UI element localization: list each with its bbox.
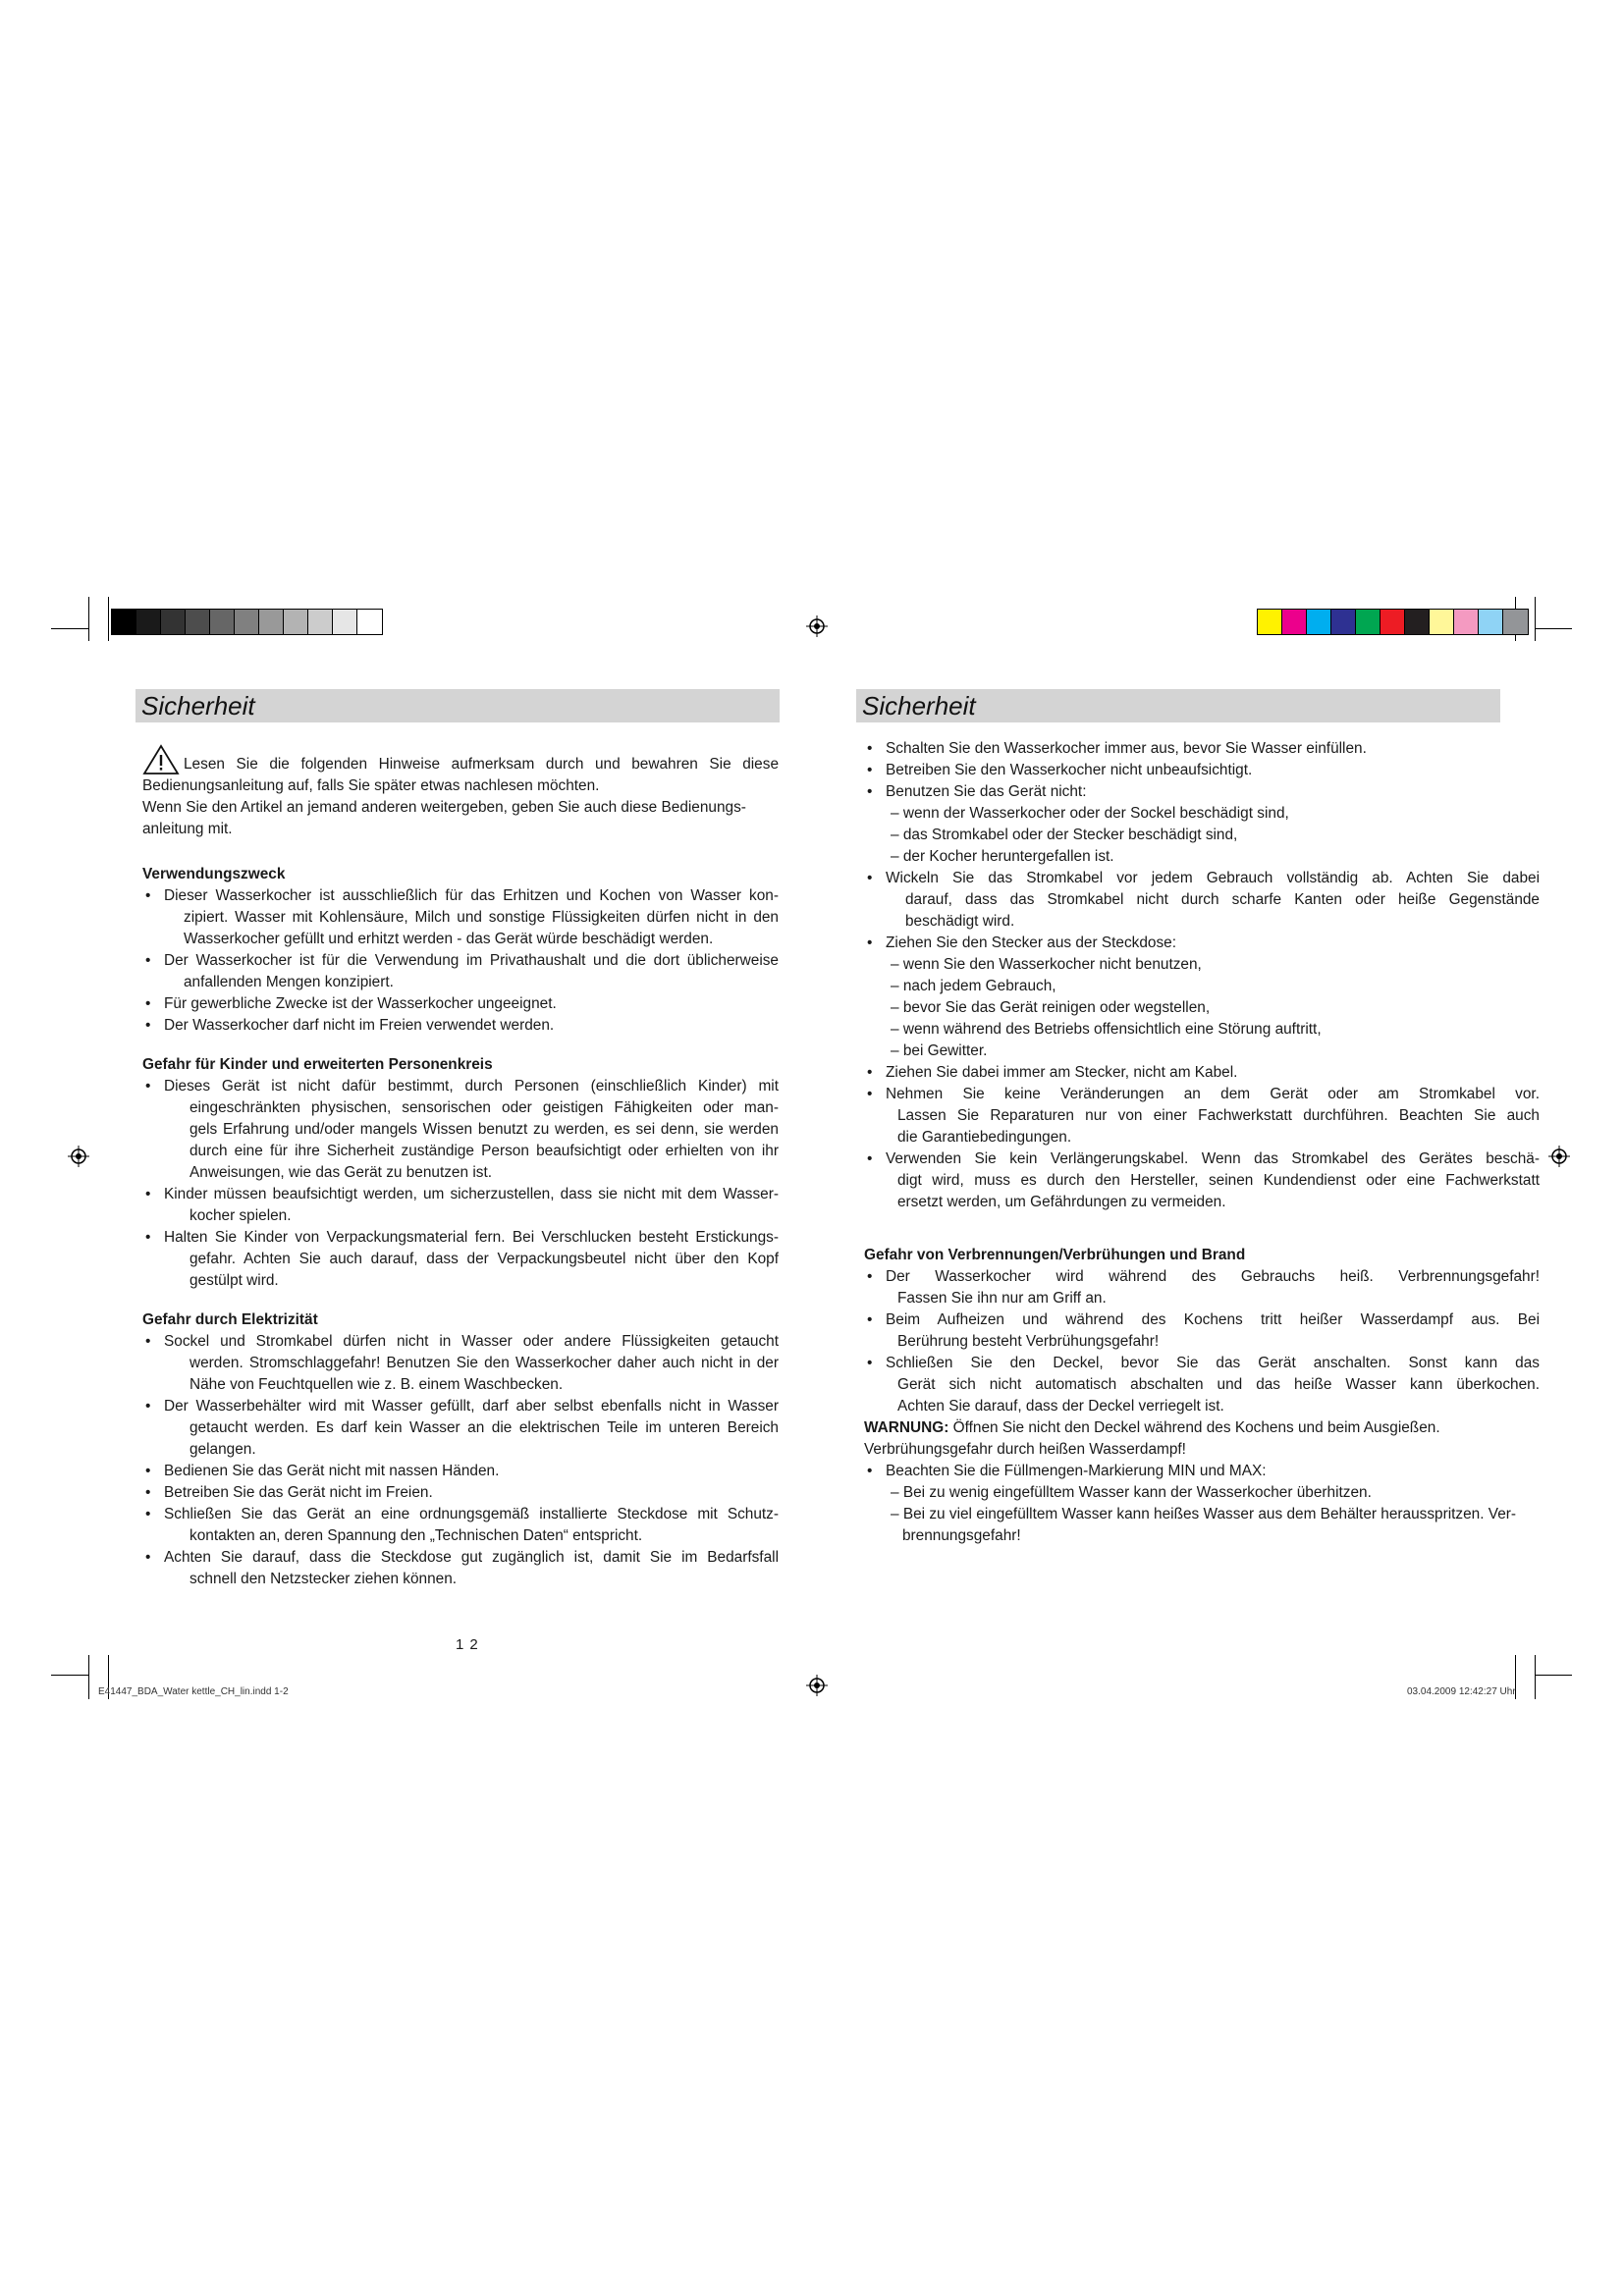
list-item-line: kontakten an, deren Spannung den „Technischen Daten“ entspricht.	[189, 1527, 643, 1544]
list-item-line: digt wird, muss es durch den Hersteller, seinen Kundendienst oder eine Fachwerkstatt	[897, 1172, 1540, 1189]
footer-datetime: 03.04.2009 12:42:27 Uhr	[1407, 1686, 1516, 1697]
color-swatch	[112, 610, 136, 634]
list-item	[142, 1461, 779, 1482]
list-item-line: • Der Wasserkocher ist für die Verwendung im Privathaushalt und die dort üblicherweise	[164, 952, 779, 969]
registration-mark-icon	[68, 1146, 89, 1167]
sublist-b	[864, 954, 1540, 1062]
left-column	[142, 754, 779, 1590]
grayscale-bar	[111, 609, 383, 635]
list-item	[864, 1266, 1540, 1309]
intro-text-2: Bedienungsanleitung auf, falls Sie später etwas nachlesen möchten.	[142, 777, 600, 794]
list-item-line: • Kinder müssen beaufsichtigt werden, um sicherzustellen, dass sie nicht mit dem Wasser-	[164, 1186, 779, 1202]
list-item	[864, 933, 1540, 954]
list-item-line: Wasserkocher gefüllt und erhitzt werden - das Gerät würde beschädigt werden.	[184, 931, 714, 947]
registration-mark-icon	[1548, 1146, 1570, 1167]
list-item-line: eingeschränkten physischen, sensorischen oder geistigen Fähigkeiten oder man-	[189, 1099, 779, 1116]
sublist-a	[864, 803, 1540, 868]
list-item-line: zipiert. Wasser mit Kohlensäure, Milch und sonstige Flüssigkeiten dürfen nicht in den	[184, 909, 779, 926]
list-item-line: • Betreiben Sie den Wasserkocher nicht unbeaufsichtigt.	[886, 762, 1253, 778]
list-item-line: beschädigt wird.	[905, 913, 1015, 930]
list-item-line: gelangen.	[189, 1441, 256, 1458]
list-item	[864, 1353, 1540, 1417]
list-item-line: • Schließen Sie das Gerät an eine ordnungsgemäß installierte Steckdose mit Schutz-	[164, 1506, 779, 1522]
color-swatch	[1479, 610, 1503, 634]
color-swatch	[210, 610, 235, 634]
sublist-item	[891, 1482, 1540, 1504]
registration-mark-icon	[806, 1675, 828, 1696]
left-section-title: Sicherheit	[141, 691, 255, 721]
list-item-line: gels Erfahrung und/oder mangels Wissen benutzt zu werden, es sei denn, sie werden	[189, 1121, 779, 1138]
color-swatch	[284, 610, 308, 634]
list-item-line: gefahr. Achten Sie auch darauf, dass der Verpackungsbeutel nicht über den Kopf	[189, 1251, 779, 1267]
list-item	[142, 950, 779, 993]
list-item-line: Achten Sie darauf, dass der Deckel verriegelt ist.	[897, 1398, 1224, 1415]
list-item-line: • Verwenden Sie kein Verlängerungskabel. Wenn das Stromkabel des Gerätes beschä-	[886, 1150, 1540, 1167]
list-item	[864, 868, 1540, 933]
list-general-c	[864, 1062, 1540, 1213]
sublist-item-line: – Bei zu wenig eingefülltem Wasser kann der Wasserkocher überhitzen.	[891, 1484, 1372, 1501]
list-item-line: anfallenden Mengen konzipiert.	[184, 974, 394, 990]
list-item-line: die Garantiebedingungen.	[897, 1129, 1072, 1146]
list-burns	[864, 1266, 1540, 1417]
color-swatch	[1356, 610, 1380, 634]
sublist-item: – das Stromkabel oder der Stecker beschädigt sind,	[891, 827, 1238, 843]
right-section-header	[856, 689, 1500, 722]
list-item	[864, 1062, 1540, 1084]
list-item	[142, 1482, 779, 1504]
color-swatch	[1454, 610, 1479, 634]
list-item-line: • Betreiben Sie das Gerät nicht im Freien.	[164, 1484, 433, 1501]
list-item-line: Nähe von Feuchtquellen wie z. B. einem Waschbecken.	[189, 1376, 564, 1393]
list-item-line: • Der Wasserkocher darf nicht im Freien verwendet werden.	[164, 1017, 555, 1034]
warning-line	[864, 1417, 1540, 1439]
sublist-item: – wenn während des Betriebs offensichtlich eine Störung auftritt,	[891, 1021, 1322, 1038]
list-item	[142, 1504, 779, 1547]
list-item-line: • Ziehen Sie dabei immer am Stecker, nicht am Kabel.	[886, 1064, 1238, 1081]
list-item	[142, 1076, 779, 1184]
list-item-line: • Benutzen Sie das Gerät nicht:	[886, 783, 1087, 800]
color-swatch	[308, 610, 333, 634]
list-item-line: getaucht werden. Es darf kein Wasser an die elektrischen Teile im unteren Bereich	[189, 1419, 779, 1436]
sublist-item: – wenn der Wasserkocher oder der Sockel beschädigt sind,	[891, 805, 1289, 822]
list-fill-level	[864, 1461, 1540, 1482]
section-title-usage: Verwendungszweck	[142, 866, 286, 882]
list-item-line: Fassen Sie ihn nur am Griff an.	[897, 1290, 1107, 1307]
list-item	[864, 738, 1540, 760]
left-section-header	[135, 689, 780, 722]
warning-triangle-icon	[142, 744, 180, 775]
list-item-line: Gerät sich nicht automatisch abschalten und das heiße Wasser kann überkochen.	[897, 1376, 1540, 1393]
list-usage	[142, 885, 779, 1037]
list-item-line: • Schließen Sie den Deckel, bevor Sie das Gerät anschalten. Sonst kann das	[886, 1355, 1540, 1371]
warning-text: Öffnen Sie nicht den Deckel während des Kochens und beim Ausgießen.	[952, 1419, 1440, 1436]
list-item	[864, 1084, 1540, 1148]
list-item	[142, 1015, 779, 1037]
color-swatch	[1430, 610, 1454, 634]
list-item-line: • Schalten Sie den Wasserkocher immer aus, bevor Sie Wasser einfüllen.	[886, 740, 1367, 757]
page-number: 12	[456, 1636, 484, 1653]
list-item-line: • Ziehen Sie den Stecker aus der Steckdose:	[886, 934, 1177, 951]
sublist-item-line: brennungsgefahr!	[902, 1527, 1021, 1544]
color-swatch	[1307, 610, 1331, 634]
list-item-line: • Beim Aufheizen und während des Kochens tritt heißer Wasserdampf aus. Bei	[886, 1311, 1540, 1328]
warning-label: WARNUNG:	[864, 1419, 949, 1436]
list-item-line: • Der Wasserkocher wird während des Gebrauchs heiß. Verbrennungsgefahr!	[886, 1268, 1540, 1285]
list-item-line: schnell den Netzstecker ziehen können.	[189, 1571, 458, 1587]
sublist-item	[891, 1504, 1540, 1547]
list-item	[142, 1227, 779, 1292]
list-item-line: kocher spielen.	[189, 1207, 292, 1224]
list-item-line: • Halten Sie Kinder von Verpackungsmaterial fern. Bei Verschlucken besteht Erstickungs-	[164, 1229, 779, 1246]
list-children	[142, 1076, 779, 1292]
list-item-line: • Wickeln Sie das Stromkabel vor jedem Gebrauch vollständig ab. Achten Sie dabei	[886, 870, 1540, 886]
list-item	[142, 993, 779, 1015]
color-swatch	[1503, 610, 1528, 634]
list-item-line: • Nehmen Sie keine Veränderungen an dem Gerät oder am Stromkabel vor.	[886, 1086, 1540, 1102]
list-item-line: • Sockel und Stromkabel dürfen nicht in Wasser oder andere Flüssigkeiten getaucht	[164, 1333, 779, 1350]
section-title-children: Gefahr für Kinder und erweiterten Personenkreis	[142, 1056, 493, 1073]
sublist-item: – nach jedem Gebrauch,	[891, 978, 1056, 994]
list-item-line: darauf, dass das Stromkabel nicht durch scharfe Kanten oder heiße Gegenstände	[905, 891, 1540, 908]
list-item-line: • Dieses Gerät ist nicht dafür bestimmt, durch Personen (einschließlich Kinder) mit	[164, 1078, 779, 1095]
list-item	[142, 1184, 779, 1227]
color-bar	[1257, 609, 1529, 635]
section-title-electricity: Gefahr durch Elektrizität	[142, 1311, 318, 1328]
list-item: • Beachten Sie die Füllmengen-Markierung MIN und MAX:	[864, 1461, 1540, 1482]
list-item-line: Lassen Sie Reparaturen nur von einer Fachwerkstatt durchführen. Beachten Sie auch	[897, 1107, 1540, 1124]
list-item-line: werden. Stromschlaggefahr! Benutzen Sie den Wasserkocher daher auch nicht in der	[189, 1355, 779, 1371]
list-item-line: gestülpt wird.	[189, 1272, 279, 1289]
list-item	[142, 885, 779, 950]
sublist-item: – bevor Sie das Gerät reinigen oder wegstellen,	[891, 999, 1211, 1016]
list-item	[864, 1148, 1540, 1213]
color-swatch	[1258, 610, 1282, 634]
color-swatch	[186, 610, 210, 634]
sublist-item-line: – Bei zu viel eingefülltem Wasser kann heißes Wasser aus dem Behälter herausspritzen. Ver-	[891, 1506, 1517, 1522]
footer-filename: E41447_BDA_Water kettle_CH_lin.indd 1-2	[98, 1686, 289, 1697]
right-section-title: Sicherheit	[862, 691, 976, 721]
list-item-line: Anweisungen, wie das Gerät zu benutzen ist.	[189, 1164, 492, 1181]
section-title-burns: Gefahr von Verbrennungen/Verbrühungen und Brand	[864, 1247, 1246, 1263]
right-column	[864, 738, 1540, 1547]
list-item	[142, 1396, 779, 1461]
color-swatch	[259, 610, 284, 634]
list-item-line: Berührung besteht Verbrühungsgefahr!	[897, 1333, 1160, 1350]
sublist-fill-level	[864, 1482, 1540, 1547]
list-item-line: • Achten Sie darauf, dass die Steckdose gut zugänglich ist, damit Sie im Bedarfsfall	[164, 1549, 779, 1566]
list-general-a	[864, 738, 1540, 803]
list-item	[864, 760, 1540, 781]
list-item	[142, 1547, 779, 1590]
list-item	[864, 781, 1540, 803]
list-item	[864, 1309, 1540, 1353]
list-electricity	[142, 1331, 779, 1590]
list-item-line: • Dieser Wasserkocher ist ausschließlich für das Erhitzen und Kochen von Wasser kon-	[164, 887, 779, 904]
registration-mark-icon	[806, 615, 828, 637]
color-swatch	[1331, 610, 1356, 634]
list-item-line: • Bedienen Sie das Gerät nicht mit nassen Händen.	[164, 1463, 500, 1479]
warning-line-2: Verbrühungsgefahr durch heißen Wasserdampf!	[864, 1441, 1186, 1458]
color-swatch	[235, 610, 259, 634]
color-swatch	[1405, 610, 1430, 634]
list-item-line: ersetzt werden, um Gefährdungen zu vermeiden.	[897, 1194, 1226, 1210]
color-swatch	[1282, 610, 1307, 634]
list-item-line: • Der Wasserbehälter wird mit Wasser gefüllt, darf aber selbst ebenfalls nicht in Wasser	[164, 1398, 779, 1415]
color-swatch	[357, 610, 382, 634]
color-swatch	[333, 610, 357, 634]
intro-text-3: Wenn Sie den Artikel an jemand anderen weitergeben, geben Sie auch diese Bedienungs-	[142, 799, 746, 816]
color-swatch	[161, 610, 186, 634]
sublist-item: – bei Gewitter.	[891, 1042, 988, 1059]
intro-text: Lesen Sie die folgenden Hinweise aufmerksam durch und bewahren Sie diese	[184, 756, 779, 773]
color-swatch	[136, 610, 161, 634]
list-item	[142, 1331, 779, 1396]
list-item-line: • Für gewerbliche Zwecke ist der Wasserkocher ungeeignet.	[164, 995, 557, 1012]
sublist-item: – der Kocher heruntergefallen ist.	[891, 848, 1114, 865]
sublist-item: – wenn Sie den Wasserkocher nicht benutzen,	[891, 956, 1202, 973]
color-swatch	[1380, 610, 1405, 634]
list-general-b	[864, 868, 1540, 954]
intro-text-4: anleitung mit.	[142, 821, 233, 837]
list-item-line: durch eine für ihre Sicherheit zuständige Person beaufsichtigt oder erhielten von ihr	[189, 1143, 779, 1159]
